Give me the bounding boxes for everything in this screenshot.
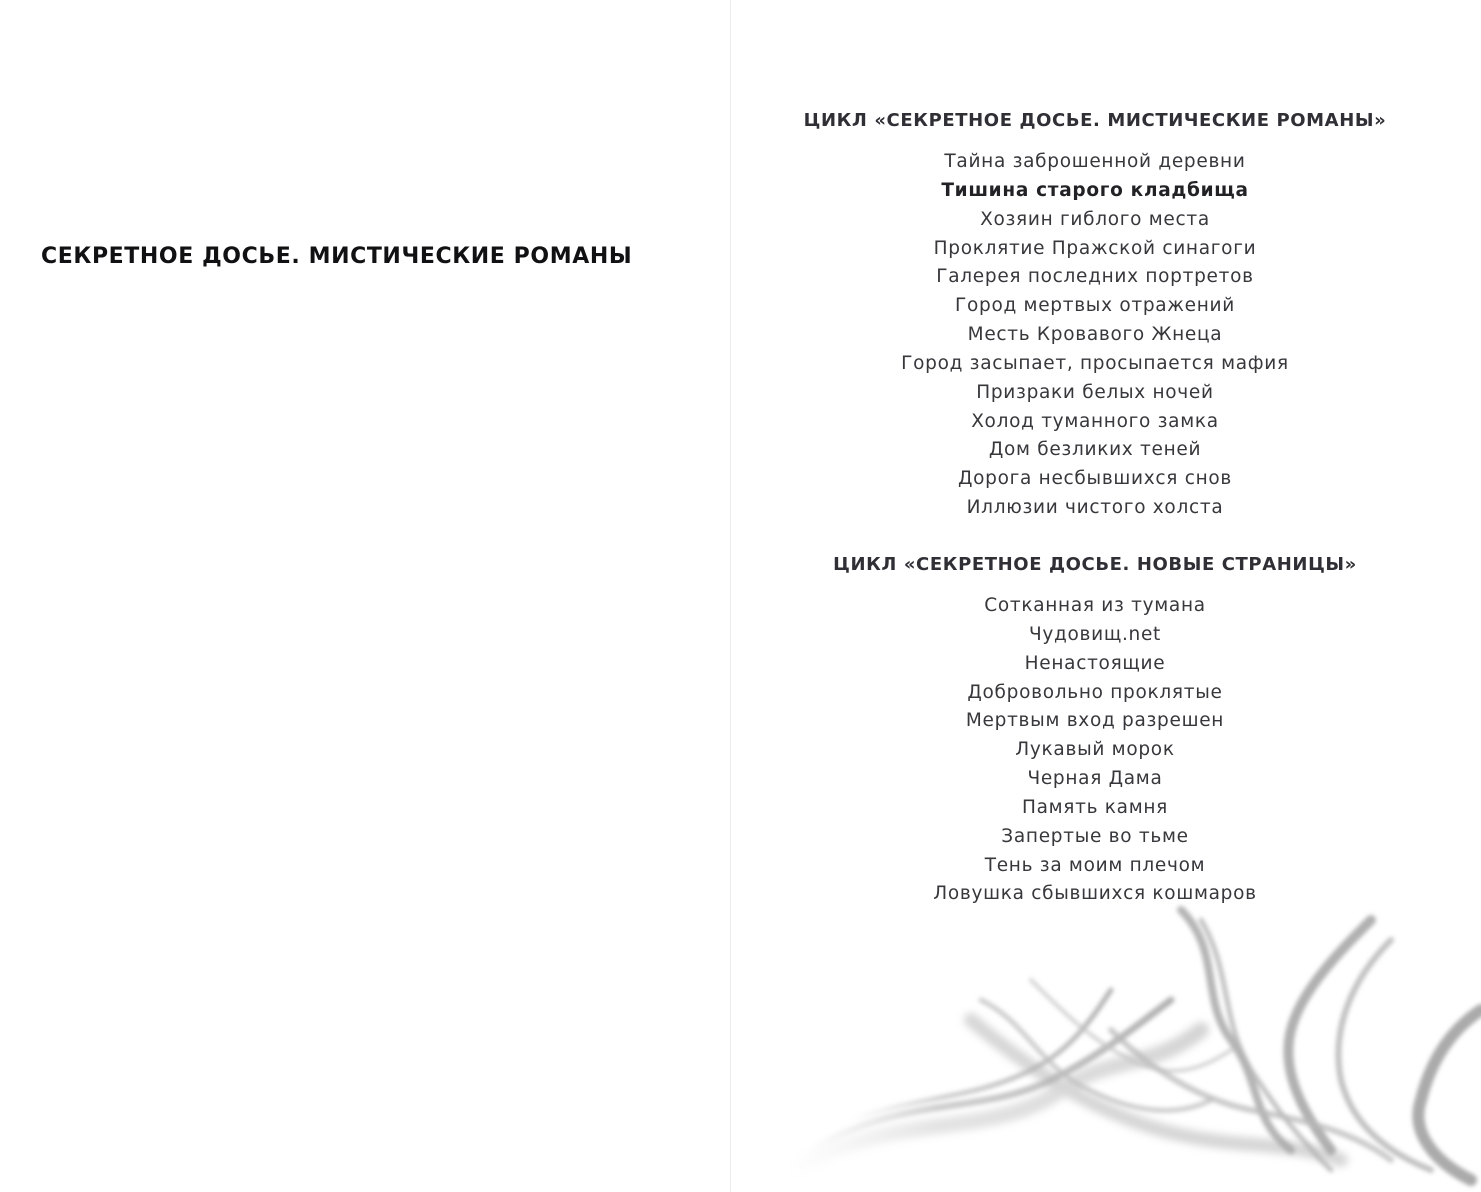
- cycle-heading: ЦИКЛ «СЕКРЕТНОЕ ДОСЬЕ. МИСТИЧЕСКИЕ РОМАНЫ»: [803, 110, 1387, 131]
- cycle-mystic-novels: [686, 108, 1481, 523]
- book-title: Дом безликих теней: [988, 439, 1202, 461]
- cycle-heading: ЦИКЛ «СЕКРЕТНОЕ ДОСЬЕ. НОВЫЕ СТРАНИЦЫ»: [833, 554, 1357, 575]
- book-title: Лукавый морок: [1015, 739, 1175, 761]
- book-title-current: Тишина старого кладбища: [941, 179, 1249, 201]
- book-title: Добровольно проклятые: [967, 681, 1223, 703]
- book-list: [686, 592, 1481, 909]
- book-title: Тайна заброшенной деревни: [944, 151, 1246, 172]
- book-title: Проклятие Пражской синагоги: [933, 237, 1257, 259]
- book-title: Чудовищ.net: [1028, 623, 1162, 645]
- book-title: Ловушка сбывшихся кошмаров: [933, 883, 1257, 905]
- series-title: СЕКРЕТНОЕ ДОСЬЕ. МИСТИЧЕСКИЕ РОМАНЫ: [41, 244, 633, 269]
- book-title: Хозяин гиблого места: [980, 208, 1210, 230]
- book-title: Память камня: [1022, 796, 1168, 818]
- book-title: Город засыпает, просыпается мафия: [901, 352, 1289, 374]
- book-title: Галерея последних портретов: [936, 266, 1254, 288]
- book-title: Холод туманного замка: [971, 410, 1219, 432]
- book-list: [686, 148, 1481, 523]
- book-title: Месть Кровавого Жнеца: [967, 324, 1223, 346]
- book-title: Иллюзии чистого холста: [966, 497, 1224, 519]
- book-title: Город мертвых отражений: [955, 295, 1235, 317]
- book-title: Призраки белых ночей: [976, 381, 1214, 403]
- smoke-wisps-illustration: [731, 880, 1481, 1192]
- book-title: Тень за моим плечом: [984, 854, 1206, 876]
- book-title: Мертвым вход разрешен: [965, 710, 1225, 732]
- book-title: Дорога несбывшихся снов: [957, 468, 1232, 490]
- cycle-new-pages: [686, 552, 1481, 909]
- book-title: Черная Дама: [1027, 768, 1163, 790]
- left-page: [0, 0, 730, 1192]
- book-title: Запертые во тьме: [1001, 825, 1189, 847]
- book-title: Ненастоящие: [1024, 652, 1166, 674]
- book-title: Сотканная из тумана: [984, 595, 1206, 616]
